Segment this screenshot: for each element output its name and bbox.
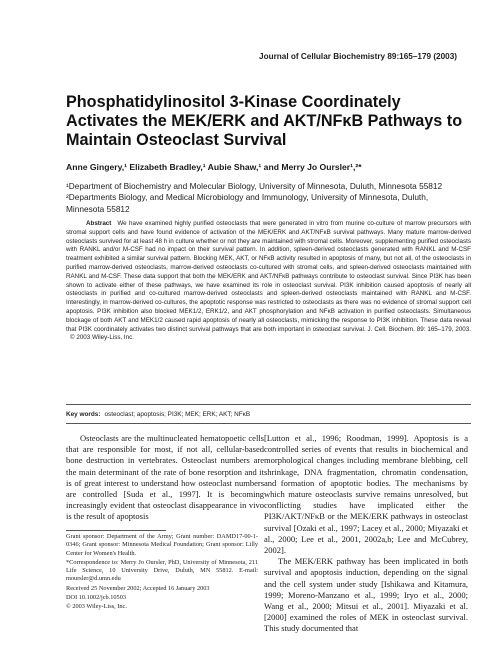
body-paragraph: Osteoclasts are the multinucleated hematopoetic cells that are responsible for most, if not all, cellular-based bone destruction in vertebrates. Osteoclast numbers are the main determinant of the rate of bone resorption and it is of great interest to understand how osteoclast numbers are controlled [Suda et al., 1997]. It is becoming increasingly evident that osteoclast disappearance in vivo is the result of apoptosis xyxy=(66,433,264,522)
keywords xyxy=(66,411,471,418)
keywords-divider xyxy=(66,423,471,424)
body-column-right xyxy=(264,433,468,635)
keywords-label: Key words: xyxy=(66,411,101,418)
footnote-copyright: © 2003 Wiley-Liss, Inc. xyxy=(66,603,127,611)
affiliations xyxy=(66,181,466,215)
abstract-text: We have examined highly purified osteoclasts that were generated in vitro from murine co-culture of marrow precursors with stromal support cells and have found evidence of activation of the MEK/ERK and AKT/NFκB survival pathways. Many mature marrow-derived osteoclasts survived for at least 48 h in culture whether or not they are maintained with stromal cells. Moreover, supplementing purified osteoclasts with RANKL and/or M-CSF had no impact on their survival pattern. In addition, spleen-derived osteoclasts generated with RANKL and M-CSF treatment exhibited a similar survival pattern. Blocking MEK, AKT, or NFκB activity resulted in apoptosis of many, but not all, of the osteoclasts in purified marrow-derived osteoclasts, marrow-derived osteoclasts co-cultured with stromal cells, and spleen-derived osteoclasts maintained with RANKL and M-CSF. These data support that both the MEK/ERK and AKT/NFκB pathways contribute to osteoclast survival. Since PI3K has been shown to activate either of these pathways, we have examined its role in osteoclast survival. PI3K inhibition caused apoptosis of nearly all osteoclasts in purified and co-cultured marrow-derived osteoclasts and spleen-derived osteoclasts maintained with RANKL and M-CSF. Interestingly, in marrow-derived co-cultures, the apoptotic response was restricted to osteoclasts as there was no evidence of stromal support cell apoptosis. PI3K inhibition also blocked MEK1/2, ERK1/2, and AKT phosphorylation and NFκB activation in purified osteoclasts. Simultaneous blockage of both AKT and MEK1/2 caused rapid apoptosis of nearly all osteoclasts, mimicking the response to PI3K inhibition. These data reveal that PI3K coordinately activates two distinct survival pathways that are both important in osteoclast survival. J. Cell. Biochem. 89: 165–179, 2003. xyxy=(66,220,471,333)
abstract-label: Abstract xyxy=(86,220,112,227)
journal-citation: Journal of Cellular Biochemistry 89:165–179 (2003) xyxy=(259,52,457,61)
footnote-divider xyxy=(66,530,166,531)
abstract-copyright: © 2003 Wiley-Liss, Inc. xyxy=(70,334,135,342)
author-list: Anne Gingery,¹ Elizabeth Bradley,¹ Aubie Shaw,¹ and Merry Jo Oursler¹,²* xyxy=(66,162,362,172)
footnote-doi: DOI 10.1002/jcb.10503 xyxy=(66,594,126,602)
footnote-grant: Grant sponsor: Department of the Army; Grant number: DAMD17-00-1-0346; Grant sponsor: Minnesota Medical Foundation; Grant sponsor: Lilly Center for Women's Health. xyxy=(66,533,258,557)
footnotes xyxy=(66,533,258,613)
abstract-divider xyxy=(66,404,471,405)
abstract xyxy=(66,220,471,343)
body-column-left xyxy=(66,433,264,523)
body-paragraph: The MEK/ERK pathway has been implicated in both survival and apoptosis induction, depending on the signal and the cell system under study [Ishikawa and Kitamura, 1999; Moreno-Manzano et al., 1999; Iryo et al., 2000; Wang et al., 2000; Mitsui et al., 2001]. Miyazaki et al. [2000] examined the roles of MEK in osteoclast survival. This study documented that xyxy=(264,556,468,634)
body-paragraph: [Lutton et al., 1996; Roodman, 1999]. Apoptosis is a controlled series of events that results in biochemical and morphological changes including membrane blebbing, cell shrinkage, DNA fragmentation, chromatin condensation, and formation of apoptotic bodies. The mechanisms by which mature osteoclasts survive remains unresolved, but conflicting studies have implicated either the PI3K/AKT/NFκB or the MEK/ERK pathways in osteoclast survival [Ozaki et al., 1997; Lacey et al., 2000; Miyazaki et al., 2000; Lee et al., 2001, 2002a,b; Lee and McCubrey, 2002]. xyxy=(264,433,468,556)
footnote-received: Received 25 November 2002; Accepted 16 January 2003 xyxy=(66,584,210,592)
affiliation-1: ¹Department of Biochemistry and Molecular Biology, University of Minnesota, Duluth, Minnesota 55812 xyxy=(66,181,443,191)
article-title: Phosphatidylinositol 3-Kinase Coordinately Activates the MEK/ERK and AKT/NFκB Pathways to Maintain Osteoclast Survival xyxy=(66,93,463,149)
footnote-correspondence: *Correspondence to: Merry Jo Oursler, PhD, University of Minnesota, 211 Life Science, 10 University Drive, Duluth, MN 55812. E-mail: moursler@d.umn.edu xyxy=(66,558,258,583)
affiliation-2: ²Departments Biology, and Medical Microbiology and Immunology, University of Minnesota, Duluth, Minnesota 55812 xyxy=(66,192,429,214)
keywords-text: osteoclast; apoptosis; PI3K; MEK; ERK; AKT; NFκB xyxy=(104,411,251,418)
